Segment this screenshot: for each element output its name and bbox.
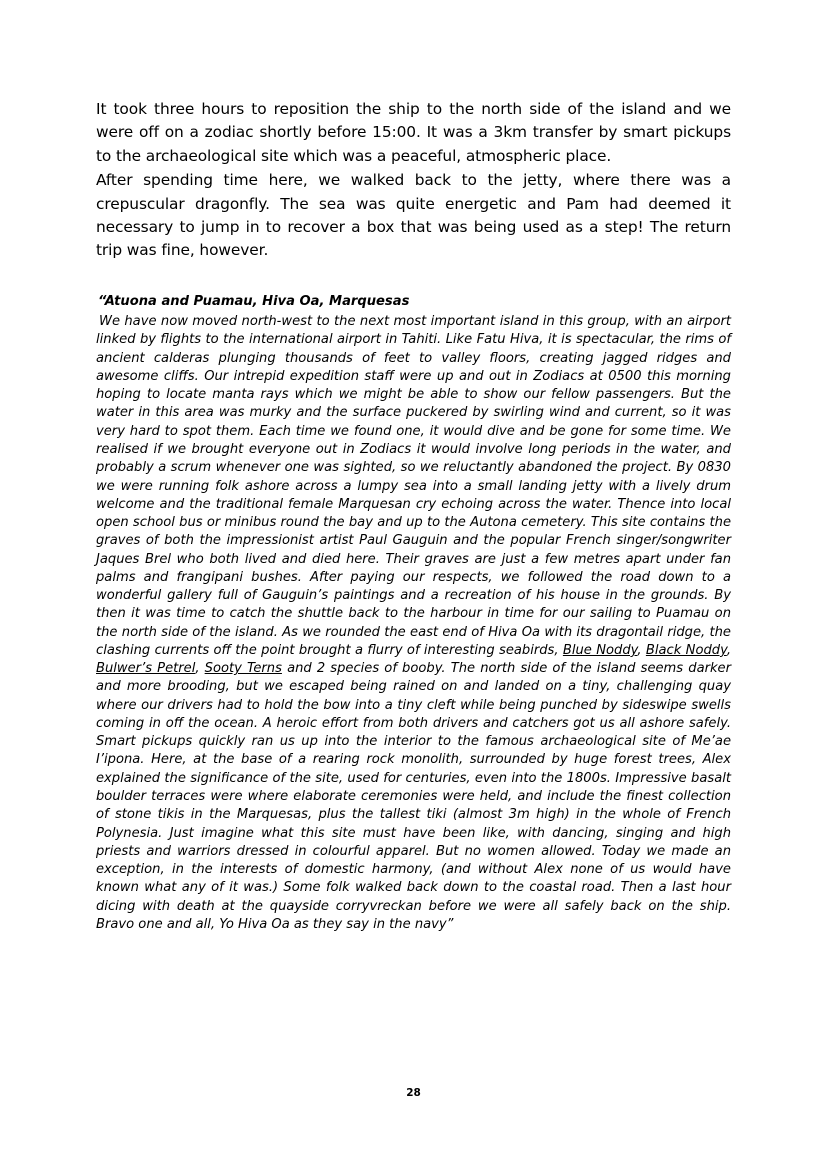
species-name: Black Noddy [645,642,727,658]
quote-text-run: , [726,642,731,658]
quote-text-run: We have now moved north-west to the next most important island in this group, with an airport linked by flights to the international airport in Tahiti. Like Fatu Hiva, it is spectacular, the rims of ancient calderas plunging thousands of feet to valley floors, creating jagged ridges and awesome cliffs. Our intrepid expedition staff were up and out in Zodiacs at 0500 this morning hoping to locate manta rays which we might be able to show our fellow passengers. But the water in this area was murky and the surface puckered by swirling wind and current, so it was very hard to spot them. Each time we found one, it would dive and be gone for some time. We realised if we brought everyone out in Zodiacs it would involve long periods in the water, and probably a scrum whenever one was sighted, so we reluctantly abandoned the project. By 0830 we were running folk ashore across a lumpy sea into a small landing jetty with a lively drum welcome and the traditional female Marquesan cry echoing across the water. Thence into local open school bus or minibus round the bay and up to the Autona cemetery. This site contains the graves of both the impressionist artist Paul Gauguin and the popular French singer/songwriter Jaques Brel who both lived and died here. Their graves are just a few metres apart under fan palms and frangipani bushes. After paying our respects, we followed the road down to a wonderful gallery full of Gauguin’s paintings and a recreation of his house in the grounds. By then it was time to catch the shuttle back to the harbour in time for our sailing to Puamau on the north side of the island. As we rounded the east end of Hiva Oa with its dragontail ridge, the clashing currents off the point brought a flurry of interesting seabirds, [96,314,731,658]
quote-text-run: , [195,661,205,677]
species-name: Sooty Terns [204,661,282,677]
quote-text-run: and 2 species of booby. The north side of the island seems darker and more brooding, but we escaped being rained on and landed on a tiny, challenging quay where our drivers had to hold the bow into a tiny cleft while being punched by sideswipe swells coming in off the ocean. A heroic effort from both drivers and catchers got us all ashore safely. Smart pickups quickly ran us up into the interior to the famous archaeological site of Me’ae I’ipona. Here, at the base of a rearing rock monolith, surrounded by huge forest trees, Alex explained the significance of the site, used for centuries, even into the 1800s. Impressive basalt boulder terraces were where elaborate ceremonies were held, and include the finest collection of stone tikis in the Marquesas, plus the tallest tiki (almost 3m high) in the whole of French Polynesia. Just imagine what this site must have been like, with dancing, singing and high priests and warriors dressed in colourful apparel. But no women allowed. Today we made an exception, in the interests of domestic harmony, (and without Alex none of us would have known what any of it was.) Some folk walked back down to the coastal road. Then a last hour dicing with death at the quayside corryvreckan before we were all safely back on the ship. Bravo one and all, Yo Hiva Oa as they say in the navy” [96,661,731,932]
quote-heading: “Atuona and Puamau, Hiva Oa, Marquesas [98,293,410,309]
intro-section [96,98,731,263]
intro-paragraph-2: After spending time here, we walked back to the jetty, where there was a crepuscular dragonfly. The sea was quite energetic and Pam had deemed it necessary to jump in to recover a box that was being used as a step! The return trip was fine, however. [96,171,731,260]
quote-body [96,313,731,934]
quoted-journal-extract [96,293,731,934]
species-name: Bulwer’s Petrel [96,661,196,677]
intro-paragraph-1: It took three hours to reposition the ship to the north side of the island and we were off on a zodiac shortly before 15:00. It was a 3km transfer by smart pickups to the archaeological site which was a peaceful, atmospheric place. [96,100,731,165]
quote-text-run: , [637,642,646,658]
species-name: Blue Noddy [562,642,638,658]
page-number: 28 [406,1087,421,1099]
